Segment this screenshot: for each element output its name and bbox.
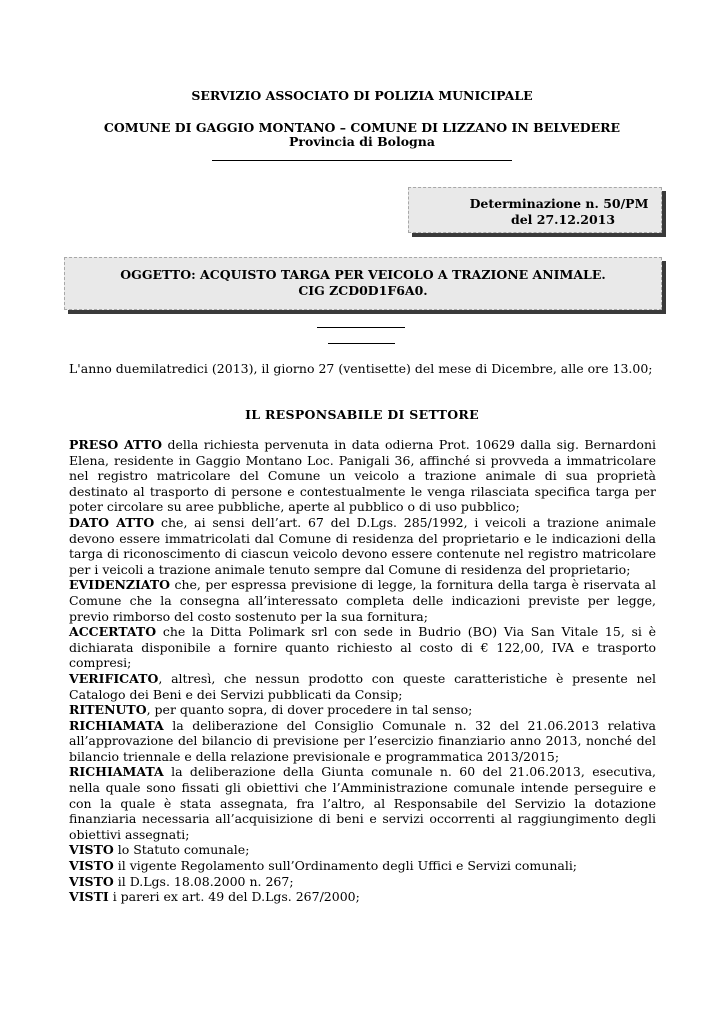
paragraph-text: la deliberazione della Giunta comunale n. 60 del 21.06.2013, esecutiva, nella quale sono fissati gli obiettivi che l’Amministrazione comunale intende perseguire e con la quale è stata assegnata, fra l’altro, al Responsabile del Servizio la dotazione finanziaria necessaria all’acquisizione di beni e servizi occorrenti al raggiungimento degli obiettivi assegnati;	[69, 764, 656, 842]
paragraph-text: i pareri ex art. 49 del D.Lgs. 267/2000;	[108, 889, 360, 905]
separator-rule	[317, 327, 405, 328]
paragraph-text: che, ai sensi dell’art. 67 del D.Lgs. 285/1992, i veicoli a trazione animale devono essere immatricolati dal Comune di residenza del proprietario e le indicazioni della targa di riconoscimento di ciascun veicolo devono essere contenute nel registro matricolare per i veicoli a trazione animale tenuto sempre dal Comune di residenza del proprietario;	[69, 514, 656, 577]
separator-rule-short	[328, 343, 395, 344]
subject-cig: CIG ZCD0D1F6A0.	[298, 283, 428, 298]
paragraph	[69, 437, 656, 515]
province-title: Provincia di Bologna	[289, 134, 435, 149]
paragraph	[69, 671, 656, 702]
paragraph-keyword: VISTO	[69, 873, 114, 889]
intro-paragraph: L'anno duemilatredici (2013), il giorno 27 (ventisette) del mese di Dicembre, alle ore 13.00;	[69, 361, 653, 376]
header-rule	[212, 160, 512, 161]
paragraph-keyword: RICHIAMATA	[69, 717, 164, 733]
paragraph-text: che la Ditta Polimark srl con sede in Budrio (BO) Via San Vitale 15, si è dichiarata disponibile a fornire quanto richiesto al costo di € 122,00, IVA e trasporto compresi;	[69, 624, 656, 671]
paragraph-text: della richiesta pervenuta in data odierna Prot. 10629 dalla sig. Bernardoni Elena, residente in Gaggio Montano Loc. Panigali 36, affinché si provveda a immatricolare nel registro matricolare del Comune un veicolo a trazione animale di sua proprietà destinato al trasporto di persone e contestualmente le venga rilasciata specifica targa per poter circolare su aree pubbliche, aperte al pubblico o di uso pubblico;	[69, 437, 656, 515]
paragraph-text: che, per espressa previsione di legge, la fornitura della targa è riservata al Comune che la consegna all’interessato completa delle indicazioni previste per legge, previo rimborso del costo sostenuto per la sua fornitura;	[69, 577, 656, 624]
paragraph	[69, 889, 656, 905]
municipalities-title: COMUNE DI GAGGIO MONTANO – COMUNE DI LIZZANO IN BELVEDERE	[103, 120, 621, 135]
determination-box	[408, 187, 662, 233]
section-heading: IL RESPONSABILE DI SETTORE	[245, 407, 479, 422]
paragraph-keyword: VISTI	[69, 889, 109, 905]
paragraph-keyword: DATO ATTO	[69, 514, 155, 530]
paragraph	[69, 577, 656, 624]
paragraph-text: , altresì, che nessun prodotto con queste caratteristiche è presente nel Catalogo dei Beni e dei Servizi pubblicati da Consip;	[69, 670, 656, 702]
subject-line: OGGETTO: ACQUISTO TARGA PER VEICOLO A TRAZIONE ANIMALE.	[120, 267, 606, 282]
paragraph	[69, 718, 656, 765]
paragraph-text: la deliberazione del Consiglio Comunale n. 32 del 21.06.2013 relativa all’approvazione del bilancio di previsione per l’esercizio finanziario anno 2013, nonché del bilancio triennale e della relazione previsionale e programmatica 2013/2015;	[69, 717, 656, 764]
paragraph-text: lo Statuto comunale;	[113, 842, 250, 858]
paragraph	[69, 515, 656, 577]
subject-box	[64, 257, 662, 310]
paragraph	[69, 842, 656, 858]
paragraph-text: il vigente Regolamento sull’Ordinamento degli Uffici e Servizi comunali;	[113, 858, 578, 874]
paragraph	[69, 858, 656, 874]
paragraph-keyword: RITENUTO	[69, 702, 147, 718]
office-title: SERVIZIO ASSOCIATO DI POLIZIA MUNICIPALE	[191, 88, 533, 103]
paragraph	[69, 764, 656, 842]
paragraph-keyword: VISTO	[69, 858, 114, 874]
determination-number: Determinazione n. 50/PM	[469, 196, 649, 211]
paragraph-text: , per quanto sopra, di dover procedere in tal senso;	[146, 702, 473, 718]
paragraph	[69, 874, 656, 890]
paragraph-keyword: EVIDENZIATO	[69, 577, 171, 593]
determination-date: del 27.12.2013	[510, 212, 616, 227]
paragraph-text: il D.Lgs. 18.08.2000 n. 267;	[113, 873, 294, 889]
paragraph	[69, 702, 656, 718]
paragraph	[69, 624, 656, 671]
document-body	[69, 437, 656, 905]
paragraph-keyword: VISTO	[69, 842, 114, 858]
paragraph-keyword: ACCERTATO	[69, 624, 157, 640]
paragraph-keyword: RICHIAMATA	[69, 764, 164, 780]
paragraph-keyword: PRESO ATTO	[69, 437, 163, 452]
paragraph-keyword: VERIFICATO	[69, 670, 159, 686]
